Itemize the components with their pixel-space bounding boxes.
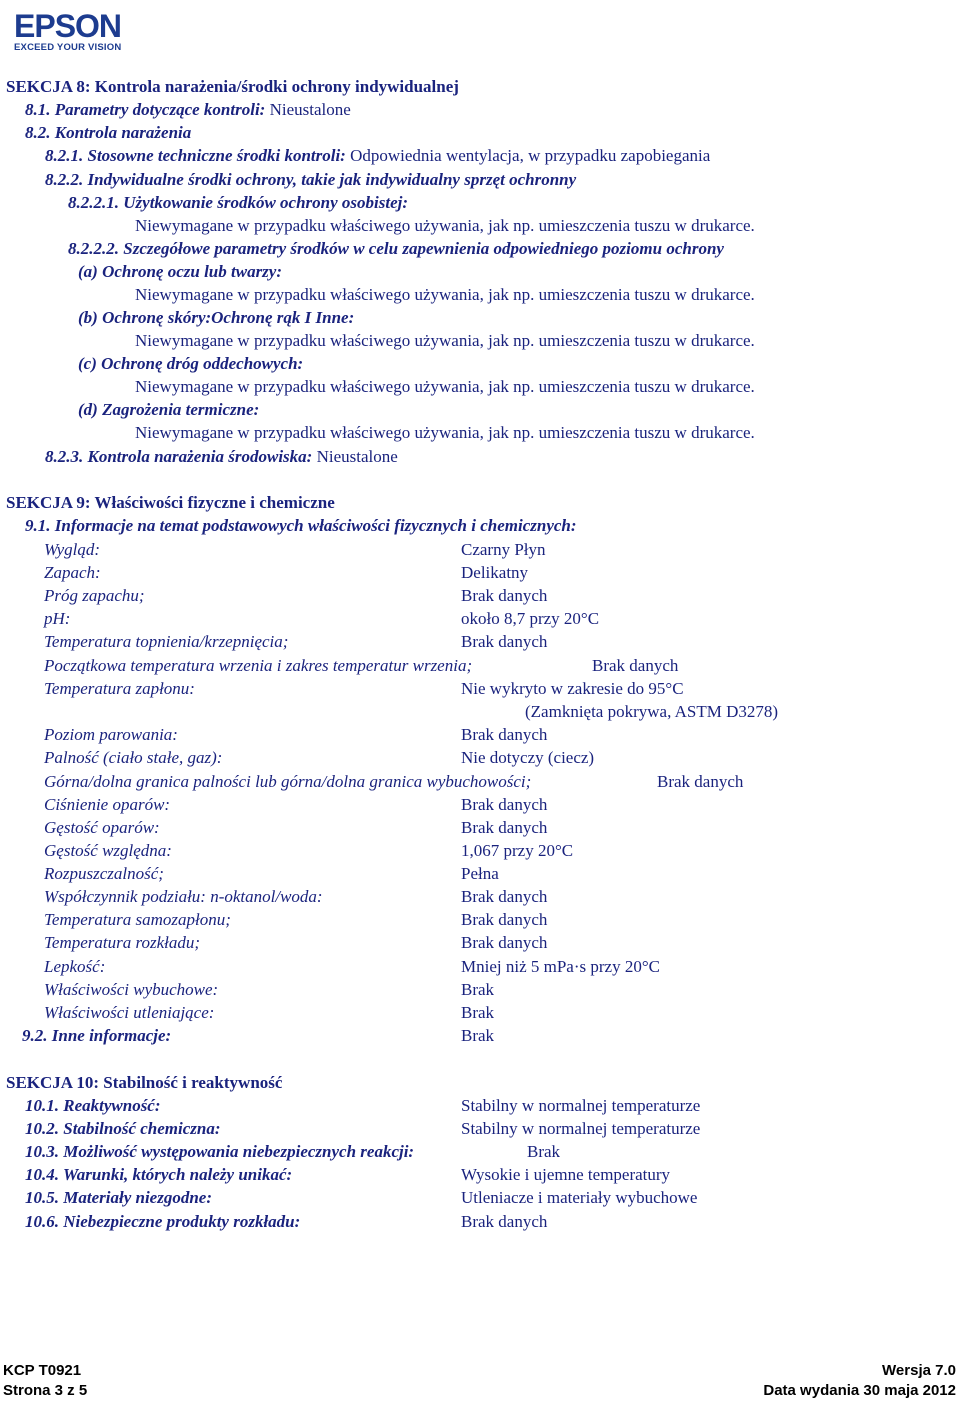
s10-item-label: 10.3. Możliwość występowania niebezpiecznych reakcji: <box>25 1142 415 1161</box>
s10-item-label: 10.2. Stabilność chemiczna: <box>25 1119 221 1138</box>
s821-line <box>45 146 710 166</box>
section-8-heading: SEKCJA 8: Kontrola narażenia/środki ochrony indywidualnej <box>6 77 459 96</box>
prop-label: Lepkość: <box>44 957 106 976</box>
footer-version: Wersja 7.0 <box>882 1362 956 1379</box>
prop-label: Temperatura rozkładu; <box>44 933 200 952</box>
prop-label: Temperatura samozapłonu; <box>44 910 231 929</box>
logo-tagline: EXCEED YOUR VISION <box>14 42 122 53</box>
skin-protection-label: (b) Ochronę skóry:Ochronę rąk I Inne: <box>78 308 355 327</box>
prop-label: Gęstość oparów: <box>44 818 160 837</box>
s91-label: 9.1. Informacje na temat podstawowych właściwości fizycznych i chemicznych: <box>25 516 577 535</box>
s8222-label: 8.2.2.2. Szczegółowe parametry środków w celu zapewnienia odpowiedniego poziomu ochrony <box>68 239 724 258</box>
prop-value: około 8,7 przy 20°C <box>461 609 600 628</box>
prop-label: Próg zapachu; <box>44 586 145 605</box>
logo-wordmark: EPSON <box>14 8 122 44</box>
prop-label: Właściwości wybuchowe: <box>44 980 219 999</box>
prop-value: Nie dotyczy (ciecz) <box>461 748 595 767</box>
s10-item-value: Wysokie i ujemne temperatury <box>461 1165 671 1184</box>
s10-item-label: 10.4. Warunki, których należy unikać: <box>25 1165 293 1184</box>
s92-label: 9.2. Inne informacje: <box>22 1026 172 1045</box>
eye-protection-label: (a) Ochronę oczu lub twarzy: <box>78 262 283 281</box>
prop-value: Brak danych <box>461 818 548 837</box>
prop-value: Czarny Płyn <box>461 540 546 559</box>
prop-label: Współczynnik podziału: n-oktanol/woda: <box>44 887 323 906</box>
section-10-heading: SEKCJA 10: Stabilność i reaktywność <box>6 1073 283 1092</box>
prop-label: pH: <box>44 609 71 628</box>
thermal-hazards-label: (d) Zagrożenia termiczne: <box>78 400 260 419</box>
prop-label: Wygląd: <box>44 540 101 559</box>
prop-label: Temperatura topnienia/krzepnięcia; <box>44 632 289 651</box>
s10-item-value: Brak danych <box>461 1212 548 1231</box>
prop-label: Ciśnienie oparów: <box>44 795 171 814</box>
s823-line <box>45 447 398 467</box>
s81-label: 8.1. Parametry dotyczące kontroli: <box>25 100 266 119</box>
s821-value: Odpowiednia wentylacja, w przypadku zapobiegania <box>350 146 711 165</box>
s10-item-value: Stabilny w normalnej temperaturze <box>461 1119 701 1138</box>
s822-label: 8.2.2. Indywidualne środki ochrony, takie jak indywidualny sprzęt ochronny <box>45 170 577 189</box>
prop-value: Brak danych <box>461 725 548 744</box>
s8221-label: 8.2.2.1. Użytkowanie środków ochrony osobistej: <box>68 193 409 212</box>
s10-item-value: Brak <box>527 1142 561 1161</box>
prop-value: Nie wykryto w zakresie do 95°C <box>461 679 684 698</box>
prop-label: Rozpuszczalność; <box>44 864 164 883</box>
prop-value: Brak danych <box>592 656 679 675</box>
prop-value: Brak danych <box>461 887 548 906</box>
s10-item-value: Stabilny w normalnej temperaturze <box>461 1096 701 1115</box>
prop-label: Poziom parowania: <box>44 725 178 744</box>
s82-label: 8.2. Kontrola narażenia <box>25 123 192 142</box>
eye-protection-value: Niewymagane w przypadku właściwego używania, jak np. umieszczenia tuszu w drukarce. <box>135 285 755 304</box>
footer-page-number: Strona 3 z 5 <box>3 1382 88 1399</box>
prop-label: Gęstość względna: <box>44 841 172 860</box>
s81-value: Nieustalone <box>269 100 351 119</box>
s10-item-label: 10.6. Niebezpieczne produkty rozkładu: <box>25 1212 301 1231</box>
s10-item-value: Utleniacze i materiały wybuchowe <box>461 1188 698 1207</box>
prop-value: 1,067 przy 20°C <box>461 841 574 860</box>
s10-item-label: 10.1. Reaktywność: <box>25 1096 161 1115</box>
prop-value: Mniej niż 5 mPa·s przy 20°C <box>461 957 660 976</box>
prop-value: Brak danych <box>461 933 548 952</box>
s10-item-label: 10.5. Materiały niezgodne: <box>25 1188 212 1207</box>
epson-logo <box>14 10 132 54</box>
skin-protection-value: Niewymagane w przypadku właściwego używania, jak np. umieszczenia tuszu w drukarce. <box>135 331 755 350</box>
section-9-heading: SEKCJA 9: Właściwości fizyczne i chemiczne <box>6 493 335 512</box>
prop-value: Pełna <box>461 864 499 883</box>
prop-label: Zapach: <box>44 563 101 582</box>
prop-value: Delikatny <box>461 563 529 582</box>
thermal-hazards-value: Niewymagane w przypadku właściwego używania, jak np. umieszczenia tuszu w drukarce. <box>135 423 755 442</box>
s821-label: 8.2.1. Stosowne techniczne środki kontroli: <box>45 146 346 165</box>
respiratory-protection-label: (c) Ochronę dróg oddechowych: <box>78 354 304 373</box>
s8221-value: Niewymagane w przypadku właściwego używania, jak np. umieszczenia tuszu w drukarce. <box>135 216 755 235</box>
s823-label: 8.2.3. Kontrola narażenia środowiska: <box>45 447 313 466</box>
prop-label: Właściwości utleniające: <box>44 1003 215 1022</box>
s81-line <box>25 100 351 120</box>
respiratory-protection-value: Niewymagane w przypadku właściwego używania, jak np. umieszczenia tuszu w drukarce. <box>135 377 755 396</box>
prop-label: Palność (ciało stałe, gaz): <box>44 748 223 767</box>
prop-value: Brak danych <box>461 586 548 605</box>
s92-value: Brak <box>461 1026 495 1045</box>
prop-label: Górna/dolna granica palności lub górna/dolna granica wybuchowości; <box>44 772 532 791</box>
s823-value: Nieustalone <box>316 447 398 466</box>
footer-doc-id: KCP T0921 <box>3 1362 82 1379</box>
footer-issue-date: Data wydania 30 maja 2012 <box>763 1382 956 1399</box>
prop-value: Brak <box>461 1003 495 1022</box>
prop-value: Brak danych <box>461 632 548 651</box>
prop-label: Temperatura zapłonu: <box>44 679 195 698</box>
prop-value: Brak danych <box>461 910 548 929</box>
prop-value: Brak danych <box>461 795 548 814</box>
prop-value: Brak danych <box>657 772 744 791</box>
prop-value: Brak <box>461 980 495 999</box>
prop-value-continuation: (Zamknięta pokrywa, ASTM D3278) <box>525 702 779 721</box>
prop-label: Początkowa temperatura wrzenia i zakres temperatur wrzenia; <box>44 656 473 675</box>
